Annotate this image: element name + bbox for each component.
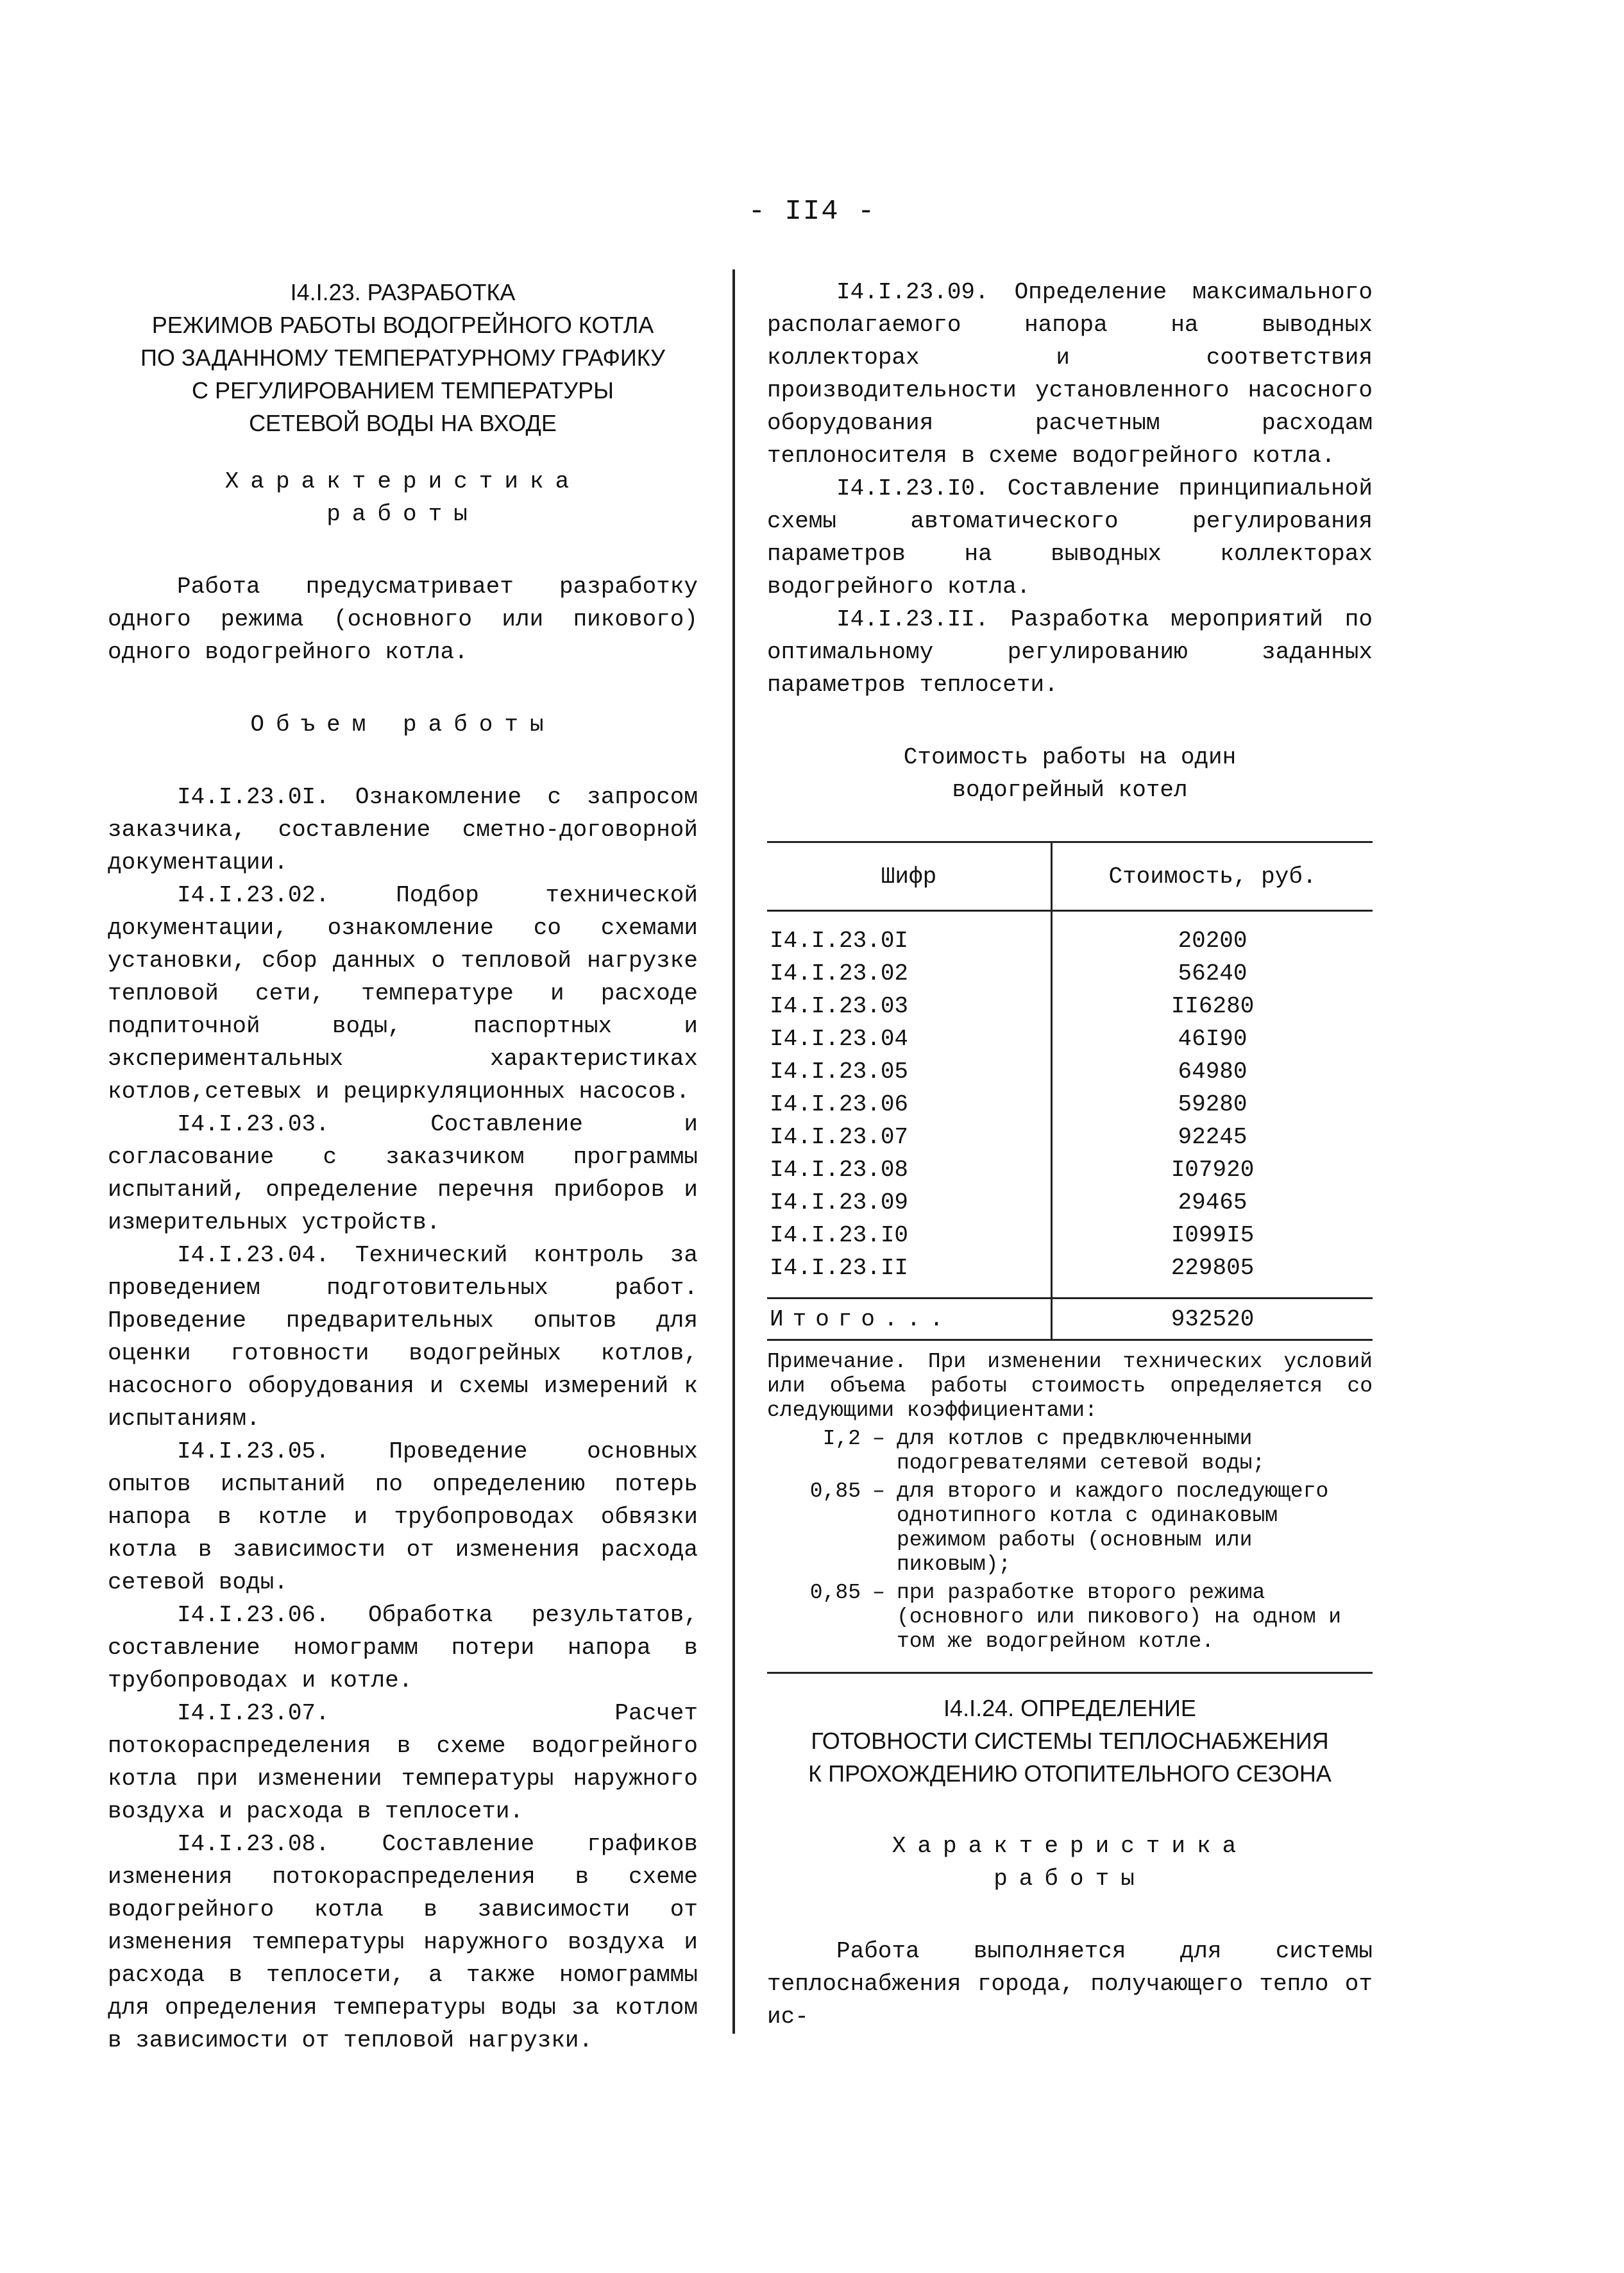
table-row [767, 1121, 1373, 1154]
note-item [767, 1581, 1373, 1654]
scope-list-continued [767, 276, 1373, 701]
heading-line: ГОТОВНОСТИ СИСТЕМЫ ТЕПЛОСНАБЖЕНИЯ [811, 1728, 1329, 1754]
scope-item: I4.I.23.09. Определение максимального располагаемого напора на выводных коллекторах и соответствия производительности установленного насосного оборудования расчетным расходам теплоносителя в схеме водогрейного котла. [767, 279, 1373, 469]
column-header-cost: Стоимость, руб. [1052, 842, 1373, 911]
scope-title: Объем работы [250, 711, 555, 738]
heading-line: С РЕГУЛИРОВАНИЕМ ТЕМПЕРАТУРЫ [191, 377, 614, 404]
table-row [767, 1252, 1373, 1298]
cell-code: I4.I.23.05 [770, 1059, 909, 1085]
section-separator [767, 1672, 1373, 1674]
cell-cost: 29465 [1052, 1186, 1373, 1219]
scope-item: I4.I.23.04. Технический контроль за проведением подготовительных работ. Проведение предварительных опытов для оценки готовности водогрейных котлов, насосного оборудования и схемы измерений к испытаниям. [108, 1242, 698, 1432]
scope-item: I4.I.23.I0. Составление принципиальной схемы автоматического регулирования параметров на выводных коллекторах водогрейного котла. [767, 475, 1373, 600]
table-row [767, 1088, 1373, 1121]
table-row [767, 1154, 1373, 1186]
note-item [767, 1427, 1373, 1476]
characteristic-text-2: Работа выполняется для системы теплоснабжения города, получающего тепло от ис- [767, 1938, 1373, 2030]
note-text: для второго и каждого последующего однотипного котла с одинаковым режимом работы (основным или пиковым); [897, 1479, 1329, 1576]
characteristic-title-2: Характеристика [892, 1833, 1248, 1859]
scope-item: I4.I.23.06. Обработка результатов, составление номограмм потери напора в трубопроводах и котле. [108, 1602, 698, 1694]
table-header-row [767, 842, 1373, 911]
cell-code: I4.I.23.08 [770, 1157, 909, 1183]
cell-code: I4.I.23.09 [770, 1189, 909, 1216]
scope-item: I4.I.23.03. Составление и согласование с заказчиком программы испытаний, определение перечня приборов и измерительных устройств. [108, 1111, 698, 1236]
total-value: 932520 [1052, 1298, 1373, 1340]
scope-item: I4.I.23.08. Составление графиков изменения потокораспределения в схеме водогрейного котла в зависимости от изменения температуры наружного воздуха и расхода в теплосети, а также номограммы для определения температуры воды за котлом в зависимости от тепловой нагрузки. [108, 1831, 698, 2054]
characteristic-subtitle-2: работы [994, 1866, 1146, 1892]
note-dash: – [872, 1479, 885, 1503]
cell-cost: 229805 [1052, 1252, 1373, 1298]
heading-line: I4.I.24. ОПРЕДЕЛЕНИЕ [943, 1695, 1196, 1721]
scope-item: I4.I.23.II. Разработка мероприятий по оптимальному регулированию заданных параметров теплосети. [767, 606, 1373, 698]
cell-cost: 92245 [1052, 1121, 1373, 1154]
scope-item: I4.I.23.07. Расчет потокораспределения в схеме водогрейного котла при изменении температуры наружного воздуха и расхода в теплосети. [108, 1700, 698, 1825]
table-row [767, 990, 1373, 1023]
total-row [767, 1298, 1373, 1340]
note-dash: – [872, 1581, 885, 1605]
section-heading-2 [767, 1692, 1373, 1790]
table-row [767, 911, 1373, 958]
section-heading [108, 276, 698, 439]
table-row [767, 957, 1373, 990]
cell-code: I4.I.23.06 [770, 1091, 909, 1118]
note-item [767, 1479, 1373, 1577]
note-lead: Примечание. При изменении технических условий или объема работы стоимость определяется со следующими коэффициентами: [767, 1350, 1373, 1422]
note-dash: – [872, 1427, 885, 1451]
table-row [767, 1023, 1373, 1055]
table-row [767, 1186, 1373, 1219]
heading-line: К ПРОХОЖДЕНИЮ ОТОПИТЕЛЬНОГО СЕЗОНА [808, 1760, 1332, 1787]
table-row [767, 1219, 1373, 1252]
total-label: Итого... [767, 1298, 1052, 1340]
cell-code: I4.I.23.03 [770, 993, 909, 1019]
column-header-code: Шифр [767, 842, 1052, 911]
cell-cost: 46I90 [1052, 1023, 1373, 1055]
cell-cost: II6280 [1052, 990, 1373, 1023]
cost-subtitle: водогрейный котел [952, 777, 1188, 803]
cell-code: I4.I.23.07 [770, 1124, 909, 1150]
heading-line: I4.I.23. РАЗРАБОТКА [290, 279, 516, 305]
heading-line: РЕЖИМОВ РАБОТЫ ВОДОГРЕЙНОГО КОТЛА [151, 312, 654, 338]
cell-code: I4.I.23.II [770, 1255, 909, 1281]
cell-code: I4.I.23.0I [770, 928, 909, 954]
cell-cost: 64980 [1052, 1055, 1373, 1088]
note-text: для котлов с предвключенными подогревателями сетевой воды; [897, 1427, 1265, 1475]
cell-cost: I07920 [1052, 1154, 1373, 1186]
cell-cost: 20200 [1052, 911, 1373, 958]
note-coefficient: 0,85 [809, 1581, 861, 1605]
scope-list [108, 781, 698, 2057]
note-text: при разработке второго режима (основного или пикового) на одном и том же водогрейном котле. [897, 1581, 1342, 1653]
cell-code: I4.I.23.04 [770, 1026, 909, 1052]
note-coefficient: I,2 [822, 1427, 861, 1451]
page-number: - II4 - [748, 196, 876, 228]
right-column [767, 276, 1373, 2033]
cell-cost: I099I5 [1052, 1219, 1373, 1252]
scope-item: I4.I.23.0I. Ознакомление с запросом заказчика, составление сметно-договорной документации. [108, 784, 698, 876]
characteristic-text: Работа предусматривает разработку одного режима (основного или пикового) одного водогрейного котла. [108, 574, 698, 665]
characteristic-title: Характеристика [224, 468, 581, 495]
characteristic-subtitle: работы [326, 501, 479, 527]
cell-code: I4.I.23.I0 [770, 1222, 909, 1248]
cell-code: I4.I.23.02 [770, 960, 909, 987]
note-coefficient: 0,85 [809, 1479, 861, 1503]
note-block [767, 1350, 1373, 1654]
column-divider [732, 269, 735, 2034]
cost-title: Стоимость работы на один [903, 744, 1237, 770]
table-row [767, 1055, 1373, 1088]
left-column [108, 276, 698, 2057]
scope-item: I4.I.23.02. Подбор технической документации, ознакомление со схемами установки, сбор данных о тепловой нагрузке тепловой сети, температуре и расходе подпиточной воды, паспортных и экспериментальных характеристиках котлов,сетевых и рециркуляционных насосов. [108, 882, 698, 1105]
heading-line: ПО ЗАДАННОМУ ТЕМПЕРАТУРНОМУ ГРАФИКУ [140, 345, 665, 371]
cell-cost: 56240 [1052, 957, 1373, 990]
cell-cost: 59280 [1052, 1088, 1373, 1121]
scope-item: I4.I.23.05. Проведение основных опытов испытаний по определению потерь напора в котле и трубопроводах обвязки котла в зависимости от изменения расхода сетевой воды. [108, 1438, 698, 1596]
heading-line: СЕТЕВОЙ ВОДЫ НА ВХОДЕ [249, 410, 557, 436]
cost-table [767, 841, 1373, 1341]
